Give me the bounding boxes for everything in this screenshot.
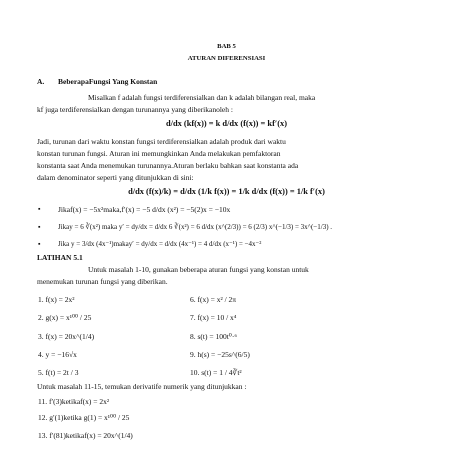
bullet-icon: ▪ xyxy=(38,240,41,248)
section-number: A. xyxy=(37,77,45,86)
paragraph-line-4: dalam denominator seperti yang ditunjukkan di sini: xyxy=(37,173,194,182)
exercise-7: 7. f(x) = 10 / x⁴ xyxy=(190,313,237,322)
exercise-13: 13. f′(81)ketikaf(x) = 20x^(1/4) xyxy=(38,431,133,440)
exercise-instruction-2: menemukan turunan fungsi yang diberikan. xyxy=(37,277,168,286)
exercise-9: 9. h(s) = −25s^(6/5) xyxy=(190,350,250,359)
intro-line-1: Misalkan f adalah fungsi terdiferensialkan dan k adalah bilangan real, maka xyxy=(88,93,316,102)
equation-constant-denominator: d/dx (f(x)/k) = d/dx (1/k f(x)) = 1/k d/dx (f(x)) = 1/k f′(x) xyxy=(128,187,325,196)
example-3: Jika y = 3/dx (4x⁻¹)makay′ = dy/dx = d/dx (4x⁻¹) = 4 d/dx (x⁻¹) = −4x⁻² xyxy=(58,240,262,248)
paragraph-line-3: konstanta saat Anda menemukan turunannya.Aturan berlaku bahkan saat konstanta ada xyxy=(37,161,299,170)
exercise-10: 10. s(t) = 1 / 4∛t² xyxy=(190,368,242,377)
example-2: Jikay = 6 ∛(x²) maka y′ = dy/dx = d/dx 6 ∛(x²) = 6 d/dx (x^(2/3)) = 6 (2/3) x^(−1/3) = 3x^(−1/3) . xyxy=(58,223,333,231)
paragraph-line-1: Jadi, turunan dari waktu konstan fungsi terdiferensialkan adalah produk dari waktu xyxy=(37,137,286,146)
paragraph-line-2: konstan turunan fungsi. Aturan ini memungkinkan Anda melakukan pemfaktoran xyxy=(37,149,281,158)
exercise-instruction-1: Untuk masalah 1-10, gunakan beberapa aturan fungsi yang konstan untuk xyxy=(88,265,309,274)
section-heading: BeberapaFungsi Yang Konstan xyxy=(58,77,158,86)
exercise-11: 11. f′(3)ketikaf(x) = 2x² xyxy=(38,397,110,406)
example-1: Jikaf(x) = −5x²maka,f′(x) = −5 d/dx (x²) = −5(2)x = −10x xyxy=(58,205,231,214)
equation-constant-multiple: d/dx (kf(x)) = k d/dx (f(x)) = kf′(x) xyxy=(165,119,287,128)
exercise-12: 12. g′(1)ketika g(1) = x¹⁰⁰ / 25 xyxy=(38,413,130,422)
exercise-instruction-3: Untuk masalah 11-15, temukan derivatife numerik yang ditunjukkan : xyxy=(37,382,247,391)
exercise-6: 6. f(x) = x² / 2π xyxy=(190,295,237,304)
bullet-icon: ▪ xyxy=(38,205,41,213)
exercise-5: 5. f(t) = 2t / 3 xyxy=(38,368,79,377)
exercise-1: 1. f(x) = 2x² xyxy=(38,295,75,304)
exercise-8: 8. s(t) = 100t⁰·⁶ xyxy=(190,332,237,341)
bullet-icon: ▪ xyxy=(38,223,41,231)
exercise-2: 2. g(x) = x¹⁰⁰ / 25 xyxy=(38,313,92,322)
intro-line-2: kf juga terdiferensialkan dengan turunannya yang diberikanoleh : xyxy=(37,105,233,114)
exercise-3: 3. f(x) = 20x^(1/4) xyxy=(38,332,95,341)
chapter-title: ATURAN DIFERENSIASI xyxy=(187,55,266,62)
exercise-heading: LATIHAN 5.1 xyxy=(37,253,83,262)
chapter-label: BAB 5 xyxy=(217,43,236,50)
exercise-4: 4. y = −16√x xyxy=(38,350,77,359)
